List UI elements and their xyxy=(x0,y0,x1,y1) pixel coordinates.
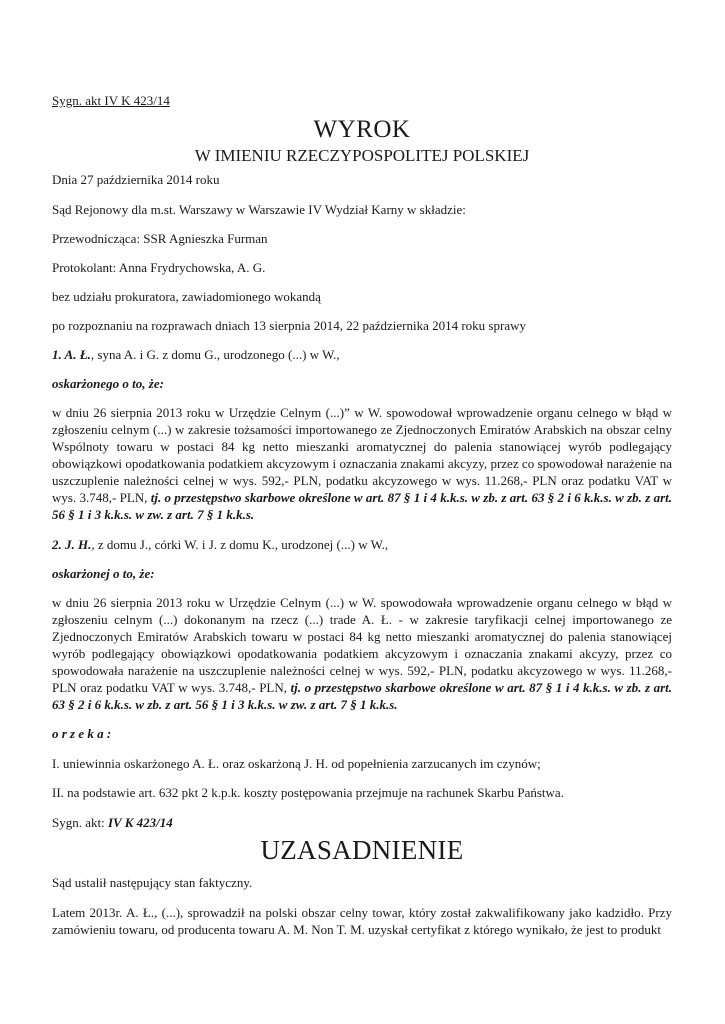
justification-reference-value: IV K 423/14 xyxy=(107,815,173,830)
accused-2-charged-heading: oskarżonej o to, że: xyxy=(52,566,155,581)
accused-1-charge xyxy=(52,404,672,523)
accused-2-qualification: tj. o przestępstwo skarbowe określone w art. 87 § 1 i 4 k.k.s. w zb. z art. 63 § 2 i 6 k.k.s. w zb. z art. 56 § 1 i 3 k.k.s. w zw. z art. 7 § 1 k.k.s. xyxy=(52,680,672,712)
accused-1-details: , syna A. i G. z domu G., urodzonego (...) w W., xyxy=(90,347,340,362)
accused-1-line xyxy=(52,346,672,363)
accused-1-charged-heading: oskarżonego o to, że: xyxy=(52,376,164,391)
accused-2-line xyxy=(52,536,672,553)
document-title: WYROK xyxy=(313,116,411,143)
facts-intro: Sąd ustalił następujący stan faktyczny. xyxy=(52,875,253,890)
accused-1-qualification: tj. o przestępstwo skarbowe określone w art. 87 § 1 i 4 k.k.s. w zb. z art. 63 § 2 i 6 k.k.s. w zb. z art. 56 § 1 i 3 k.k.s. w zw. z art. 7 § 1 k.k.s. xyxy=(52,490,672,522)
justification-reference-label: Sygn. akt: xyxy=(52,815,108,830)
ruling-heading: o r z e k a : xyxy=(52,726,112,741)
ruling-point-2: II. na podstawie art. 632 pkt 2 k.p.k. koszty postępowania przejmuje na rachunek Skarbu Państwa. xyxy=(52,785,564,800)
court-composition: Sąd Rejonowy dla m.st. Warszawy w Warszawie IV Wydział Karny w składzie: xyxy=(52,202,466,217)
justification-paragraph-1: Latem 2013r. A. Ł., (...), sprowadził na polski obszar celny towar, który został zakwalifikowany jako kadzidło. Przy zamówieniu towaru, od producenta towaru A. M. Non T. M. uzyskał certyfikat z którego wynikało, że jest to produkt xyxy=(52,905,672,937)
accused-2-name: 2. J. H. xyxy=(52,537,92,552)
accused-2-charge xyxy=(52,594,672,713)
ruling-date: Dnia 27 października 2014 roku xyxy=(52,172,220,187)
accused-1-charge-text: w dniu 26 sierpnia 2013 roku w Urzędzie Celnym (...)” w W. spowodował wprowadzenie organu celnego w błąd w zgłoszeniu celnym (...) w zakresie tożsamości importowanego ze Zjednoczonych Emiratów Arabskich na obszar celny Wspólnoty towaru w postaci 84 kg netto mieszanki aromatycznej do palenia stanowiącej wyrób podlegający obowiązkowi opodatkowania podatkiem akcyzowym i oznaczania znakami akcyzy, przez co spowodował narażenie na uszczuplenie należności celnej w wys. 592,- PLN, podatku akcyzowego w wys. 11.268,- PLN oraz podatku VAT w wys. 3.748,- PLN, xyxy=(52,405,672,505)
accused-1-name: 1. A. Ł. xyxy=(52,347,91,362)
ruling-point-1: I. uniewinnia oskarżonego A. Ł. oraz oskarżoną J. H. od popełnienia zarzucanych im czynów; xyxy=(52,756,541,771)
justification-reference xyxy=(52,814,672,831)
document-subtitle: W IMIENIU RZECZYPOSPOLITEJ POLSKIEJ xyxy=(194,146,530,165)
case-reference: Sygn. akt IV K 423/14 xyxy=(52,93,170,108)
hearing-dates: po rozpoznaniu na rozprawach dniach 13 sierpnia 2014, 22 października 2014 roku sprawy xyxy=(52,318,526,333)
accused-2-charge-text: w dniu 26 sierpnia 2013 roku w Urzędzie Celnym (...) w W. spowodowała wprowadzenie organu celnego w błąd w zgłoszeniu celnym (...) dokonanym na rzecz (...) trade A. Ł. - w zakresie taryfikacji celnej importowanego ze Zjednoczonych Emiratów Arabskich towaru w postaci 84 kg netto mieszanki aromatycznej do palenia stanowiącej wyrób podlegający obowiązkowi opodatkowania podatkiem akcyzowym i oznaczania znakami akcyzy, przez co spowodowała narażenie na uszczuplenie należności celnej w wys. 592,- PLN, podatku akcyzowego w wys. 11.268,- PLN oraz podatku VAT w wys. 3.748,- PLN, xyxy=(52,595,672,695)
justification-title: UZASADNIENIE xyxy=(260,835,464,865)
presiding-judge: Przewodnicząca: SSR Agnieszka Furman xyxy=(52,231,268,246)
accused-2-details: , z domu J., córki W. i J. z domu K., urodzonej (...) w W., xyxy=(91,537,389,552)
prosecutor-note: bez udziału prokuratora, zawiadomionego wokandą xyxy=(52,289,321,304)
court-clerk: Protokolant: Anna Frydrychowska, A. G. xyxy=(52,260,266,275)
